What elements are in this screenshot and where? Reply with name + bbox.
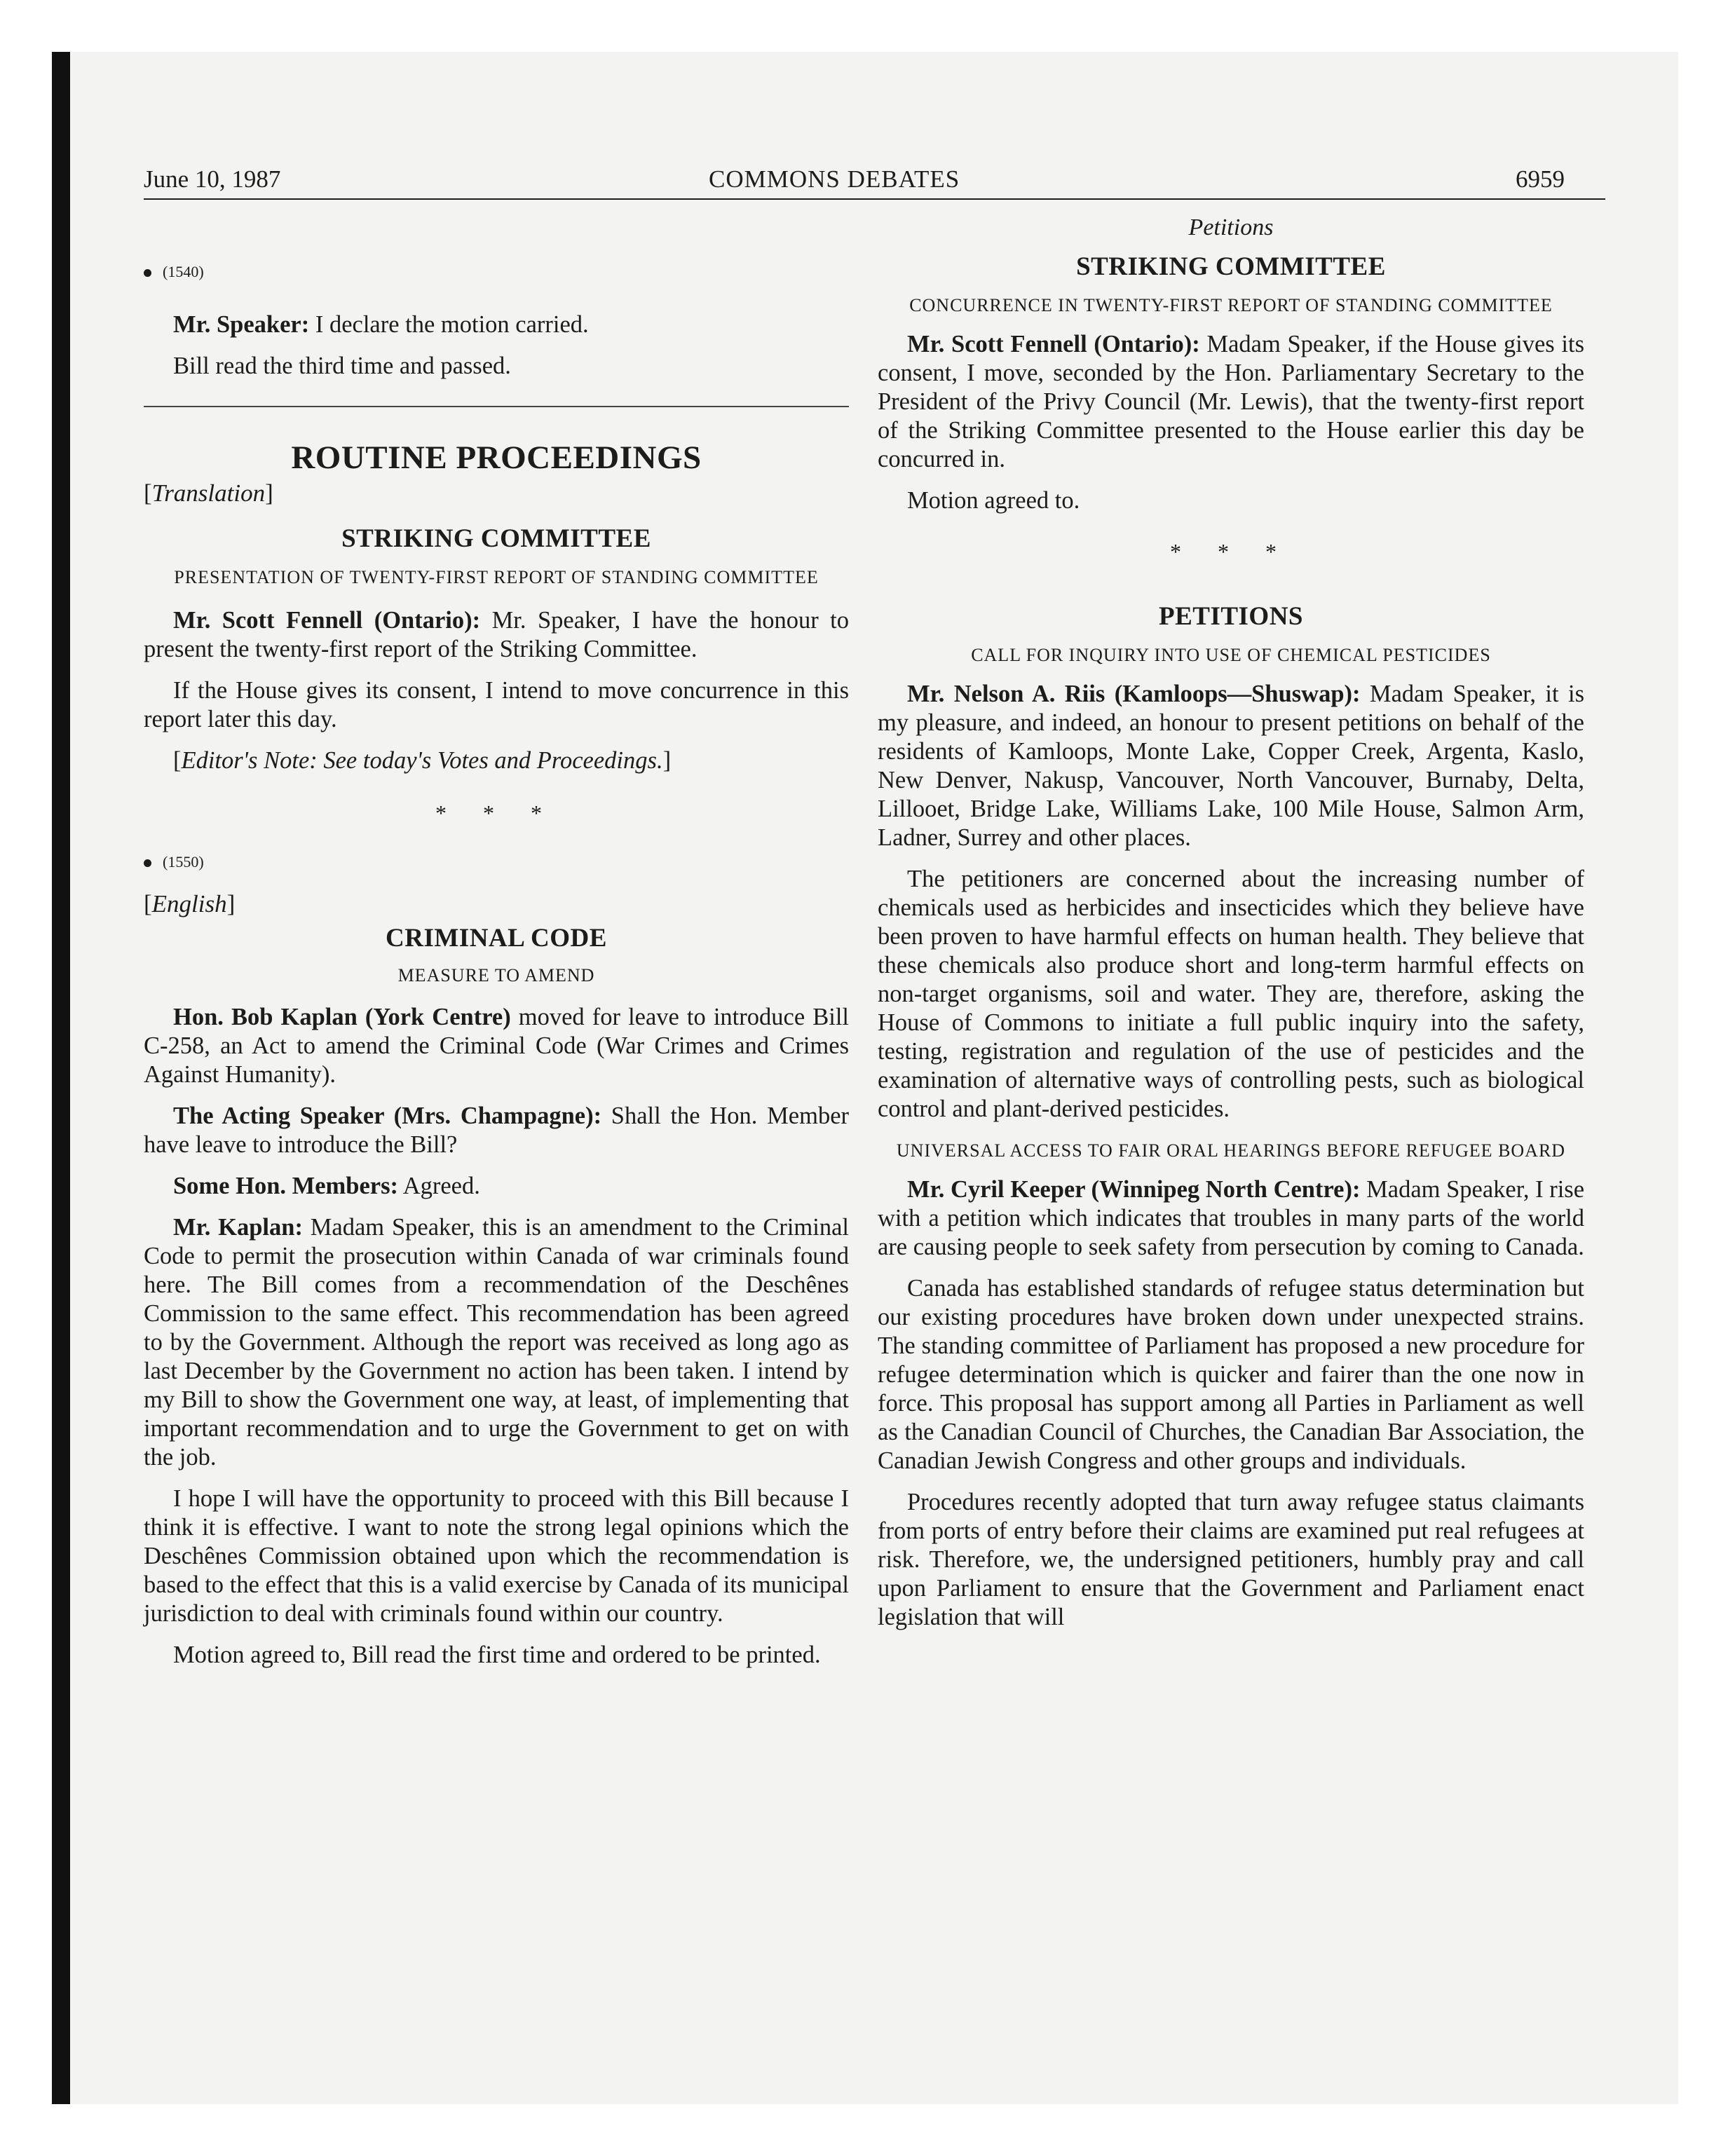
pesticides-concerns: The petitioners are concerned about the increasing number of chemicals used as herbicides and insecticides which they believe have been proven to have harmful effects on human health. They believe that these chemicals also produce short and long-term harmful effects on non-target organisms, soil and water. They are, therefore, asking the House of Commons to initiate a full public inquiry into the safety, testing, registration and regulation of the use of pesticides and the examination of alternative ways of controlling pests, such as biological control and plant-derived pesticides. [878,866,1584,1122]
presentation-subheading: PRESENTATION OF TWENTY-FIRST REPORT OF STANDING COMMITTEE [174,567,819,587]
section-separator-stars: * * * [435,800,557,826]
header-date: June 10, 1987 [144,165,281,193]
concurrence-subheading: CONCURRENCE IN TWENTY-FIRST REPORT OF STANDING COMMITTEE [909,295,1553,315]
header-rule [144,198,1605,200]
measure-to-amend-subheading: MEASURE TO AMEND [397,965,595,985]
criminal-code-heading: CRIMINAL CODE [386,924,607,953]
left-column [144,214,849,1670]
kaplan-hope: I hope I will have the opportunity to proceed with this Bill because I think it is effective. I want to note the strong legal opinions which the Deschênes Commission obtained upon which the recommendation is based to the effect that this is a valid exercise by Canada of its municipal jurisdiction to deal with criminals found within our country. [144,1485,849,1627]
pesticides-subheading: CALL FOR INQUIRY INTO USE OF CHEMICAL PESTICIDES [971,645,1491,665]
concurrence-intent: If the House gives its consent, I intend to move concurrence in this report later this day. [144,677,849,732]
striking-committee-heading: STRIKING COMMITTEE [341,524,651,553]
time-marker-1540: (1540) [144,261,849,282]
kaplan-motion: Hon. Bob Kaplan (York Centre) moved for leave to introduce Bill C-258, an Act to amend the Criminal Code (War Crimes and Crimes Against Humanity). [144,1004,849,1088]
section-divider [144,406,849,407]
keeper-petition: Mr. Cyril Keeper (Winnipeg North Centre): Madam Speaker, I rise with a petition which indicates that troubles in many parts of the world are causing people to seek safety from persecution by coming to Canada. [878,1176,1585,1260]
motion-agreed: Motion agreed to. [907,487,1080,514]
riis-petition: Mr. Nelson A. Riis (Kamloops—Shuswap): Madam Speaker, it is my pleasure, and indeed, an honour to present petitions on behalf of the residents of Kamloops, Monte Lake, Copper Creek, Argenta, Kaslo, New Denver, Nakusp, Vancouver, North Vancouver, Burnaby, Delta, Lillooet, Bridge Lake, Williams Lake, 100 Mile House, Salmon Arm, Ladner, Surrey and other places. [878,681,1584,851]
refugee-standards: Canada has established standards of refugee status determination but our existing procedures have broken down under unexpected strains. The standing committee of Parliament has proposed a new procedure for refugee determination which is quicker and fairer than the one now in force. This proposal has support among all Parties in Parliament as well as the Canadian Council of Churches, the Canadian Bar Association, the Canadian Jewish Congress and other groups and individuals. [878,1275,1584,1474]
fennell-presentation: Mr. Scott Fennell (Ontario): Mr. Speaker, I have the honour to present the twenty-first report of the Striking Committee. [144,607,849,662]
refugee-procedures: Procedures recently adopted that turn away refugee status claimants from ports of entry before their claims are examined put real refugees at risk. Therefore, we, the undersigned petitioners, humbly pray and call upon Parliament to ensure that the Government and Parliament enact legislation that will [878,1489,1584,1630]
third-reading-note: Bill read the third time and passed. [173,353,511,379]
routine-proceedings-heading: ROUTINE PROCEEDINGS [291,439,702,476]
bullet-icon [144,269,151,277]
right-column [878,214,1584,1632]
speaker-declaration: Mr. Speaker: I declare the motion carried. [173,311,589,338]
refugee-subheading: UNIVERSAL ACCESS TO FAIR ORAL HEARINGS BEFORE REFUGEE BOARD [896,1140,1566,1161]
fennell-concurrence-motion: Mr. Scott Fennell (Ontario): Madam Speaker, if the House gives its consent, I move, seconded by the Hon. Parliamentary Secretary to the President of the Privy Council (Mr. Lewis), that the twenty-first report of the Striking Committee presented to the House earlier this day be concurred in. [878,331,1584,472]
time-marker-1550: (1550) [144,852,849,873]
acting-speaker-question: The Acting Speaker (Mrs. Champagne): Shall the Hon. Member have leave to introduce the Bill? [144,1103,849,1158]
first-reading-note: Motion agreed to, Bill read the first time and ordered to be printed. [173,1642,821,1668]
header-page-number: 6959 [1516,165,1565,193]
kaplan-statement: Mr. Kaplan: Madam Speaker, this is an amendment to the Criminal Code to permit the prosecution within Canada of war criminals found here. The Bill comes from a recommendation of the Deschênes Commission to the same effect. This recommendation has been agreed to by the Government. Although the report was received as long ago as last December by the Government no action has been taken. I intend by my Bill to show the Government one way, at least, of implementing that important recommendation and to urge the Government to get on with the job. [144,1214,849,1471]
petitions-heading: PETITIONS [1158,602,1303,631]
section-label-petitions: Petitions [1188,214,1274,240]
bullet-icon [144,859,151,867]
striking-committee-heading-right: STRIKING COMMITTEE [1076,252,1386,281]
section-separator-stars-right: * * * [1170,539,1292,564]
english-tag: [English] [144,890,236,917]
translation-tag: [Translation] [144,479,273,507]
header-title: COMMONS DEBATES [709,165,960,193]
editors-note: [Editor's Note: See today's Votes and Proceedings.] [173,747,672,774]
members-agreed: Some Hon. Members: Agreed. [173,1173,480,1199]
binding-edge [52,52,70,2104]
